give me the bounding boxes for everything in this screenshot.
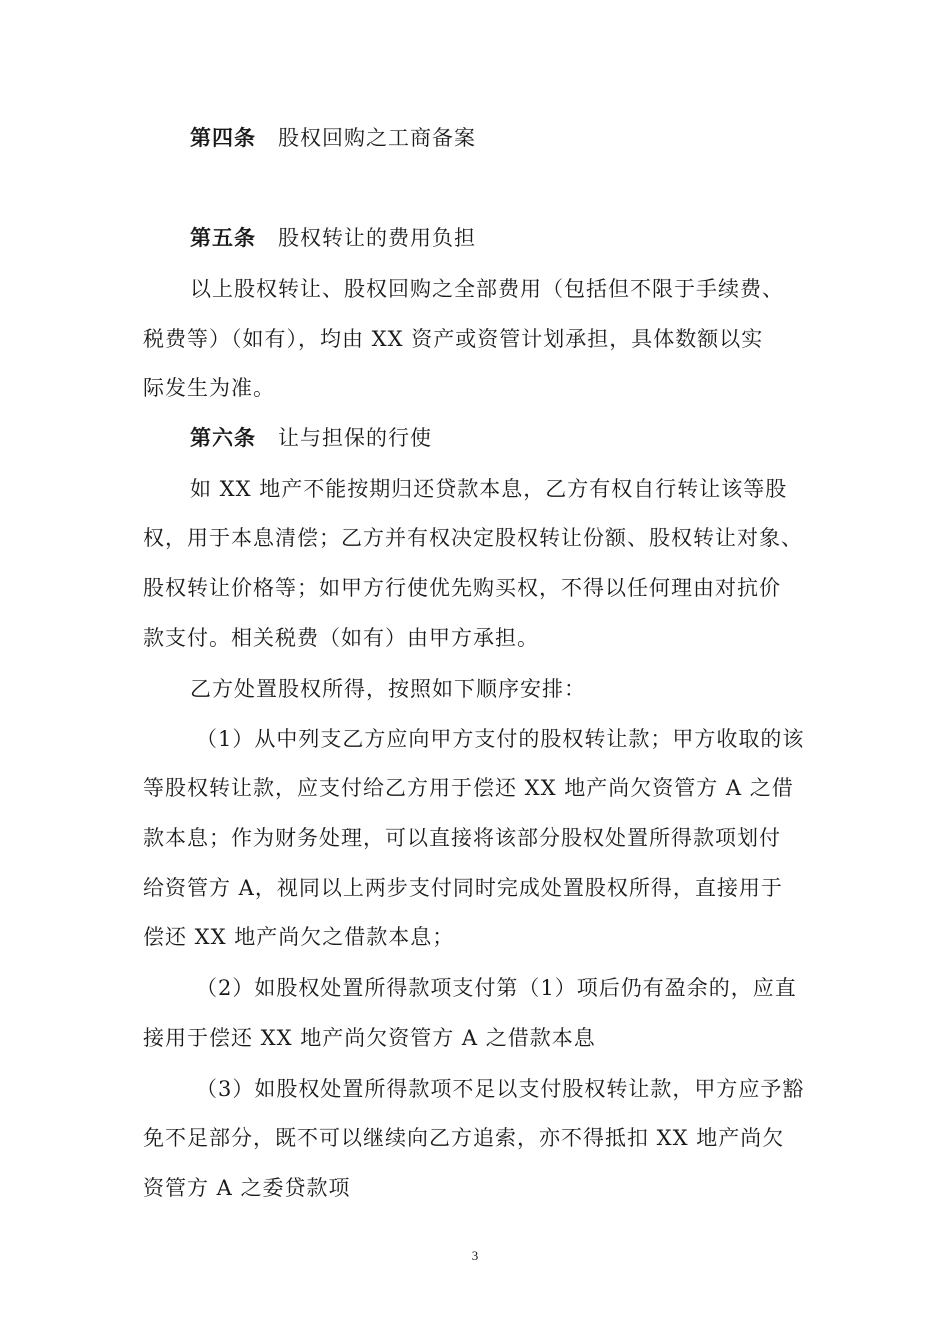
item-1-line-5: 偿还 XX 地产尚欠之借款本息；	[143, 925, 455, 949]
item-2-line-1: （2）如股权处置所得款项支付第（1）项后仍有盈余的，应直	[196, 976, 797, 1000]
article-6-para1-line-2: 权，用于本息清偿；乙方并有权决定股权转让份额、股权转让对象、	[143, 526, 803, 550]
item-3-line-2: 免不足部分，既不可以继续向乙方追索，亦不得抵扣 XX 地产尚欠	[143, 1126, 785, 1150]
article-5-line-3: 际发生为准。	[143, 376, 275, 400]
article-5-line-1: 以上股权转让、股权回购之全部费用（包括但不限于手续费、	[190, 277, 784, 301]
article-6-heading	[190, 424, 432, 452]
item-1-line-2: 等股权转让款，应支付给乙方用于偿还 XX 地产尚欠资管方 A 之借	[143, 776, 794, 800]
item-1-line-4: 给资管方 A，视同以上两步支付同时完成处置股权所得，直接用于	[143, 876, 783, 900]
article-5-heading	[190, 224, 476, 252]
item-3-line-1: （3）如股权处置所得款项不足以支付股权转让款，甲方应予豁	[196, 1077, 805, 1101]
article-6-number: 第六条	[190, 425, 256, 450]
article-6-para1-line-4: 款支付。相关税费（如有）由甲方承担。	[143, 626, 539, 650]
article-5-title: 股权转让的费用负担	[278, 226, 476, 250]
article-5-line-2: 税费等）（如有），均由 XX 资产或资管计划承担，具体数额以实	[143, 327, 764, 351]
article-6-title: 让与担保的行使	[278, 426, 432, 450]
article-6-para2: 乙方处置股权所得，按照如下顺序安排：	[190, 677, 586, 701]
item-1-line-3: 款本息；作为财务处理，可以直接将该部分股权处置所得款项划付	[143, 826, 781, 850]
item-1-line-1: （1）从中列支乙方应向甲方支付的股权转让款；甲方收取的该	[196, 727, 805, 751]
article-4-number: 第四条	[190, 125, 256, 150]
article-6-para1-line-3: 股权转让价格等；如甲方行使优先购买权，不得以任何理由对抗价	[143, 576, 781, 600]
page-number: 3	[471, 1248, 479, 1263]
article-4-heading	[190, 124, 476, 152]
item-2-line-2: 接用于偿还 XX 地产尚欠资管方 A 之借款本息	[143, 1026, 596, 1050]
article-4-title: 股权回购之工商备案	[278, 126, 476, 150]
item-3-line-3: 资管方 A 之委贷款项	[143, 1176, 351, 1200]
article-6-para1-line-1: 如 XX 地产不能按期归还贷款本息，乙方有权自行转让该等股	[190, 477, 788, 501]
article-5-number: 第五条	[190, 225, 256, 250]
